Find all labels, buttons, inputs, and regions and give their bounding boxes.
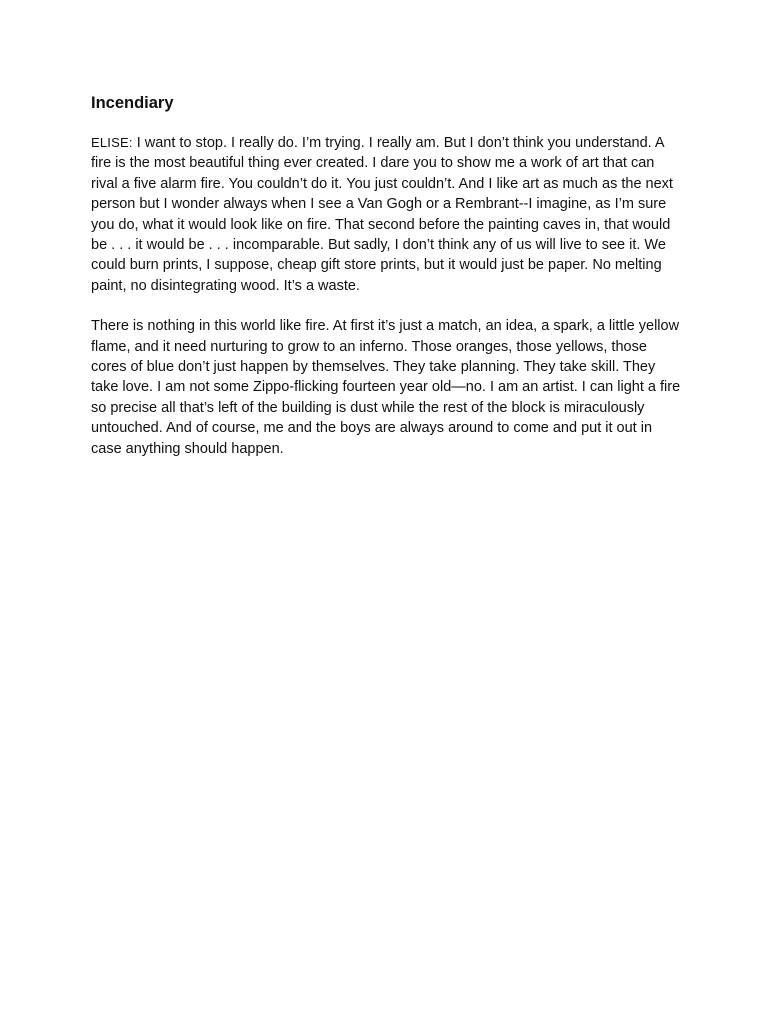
document-title: Incendiary [91,94,174,112]
document-page [91,92,683,479]
monologue-paragraph-1 [91,133,683,296]
paragraph-text: There is nothing in this world like fire. At first it’s just a match, an idea, a spark, a little yellow flame, and it need nurturing to grow to an inferno. Those oranges, those yellows, those cores of blue don’t just happen by themselves. They take planning. They take skill. They take love. I am not some Zippo-flicking fourteen year old—no. I am an artist. I can light a fire so precise all that’s left of the building is dust while the rest of the block is miraculously untouched. And of course, me and the boys are always around to come and put it out in case anything should happen. [91,318,681,457]
speaker-name: ELISE: [91,135,133,150]
monologue-paragraph-2 [91,316,683,459]
paragraph-text: I want to stop. I really do. I’m trying. I really am. But I don’t think you understand. A fire is the most beautiful thing ever created. I dare you to show me a work of art that can rival a five alarm fire. You couldn’t do it. You just couldn’t. And I like art as much as the next person but I wonder always when I see a Van Gogh or a Rembrant--I imagine, as I’m sure you do, what it would look like on fire. That second before the painting caves in, that would be . . . it would be . . . incomparable. But sadly, I don’t think any of us will live to see it. We could burn prints, I suppose, cheap gift store prints, but it would just be paper. No melting paint, no disintegrating wood. It’s a waste. [91,135,673,294]
